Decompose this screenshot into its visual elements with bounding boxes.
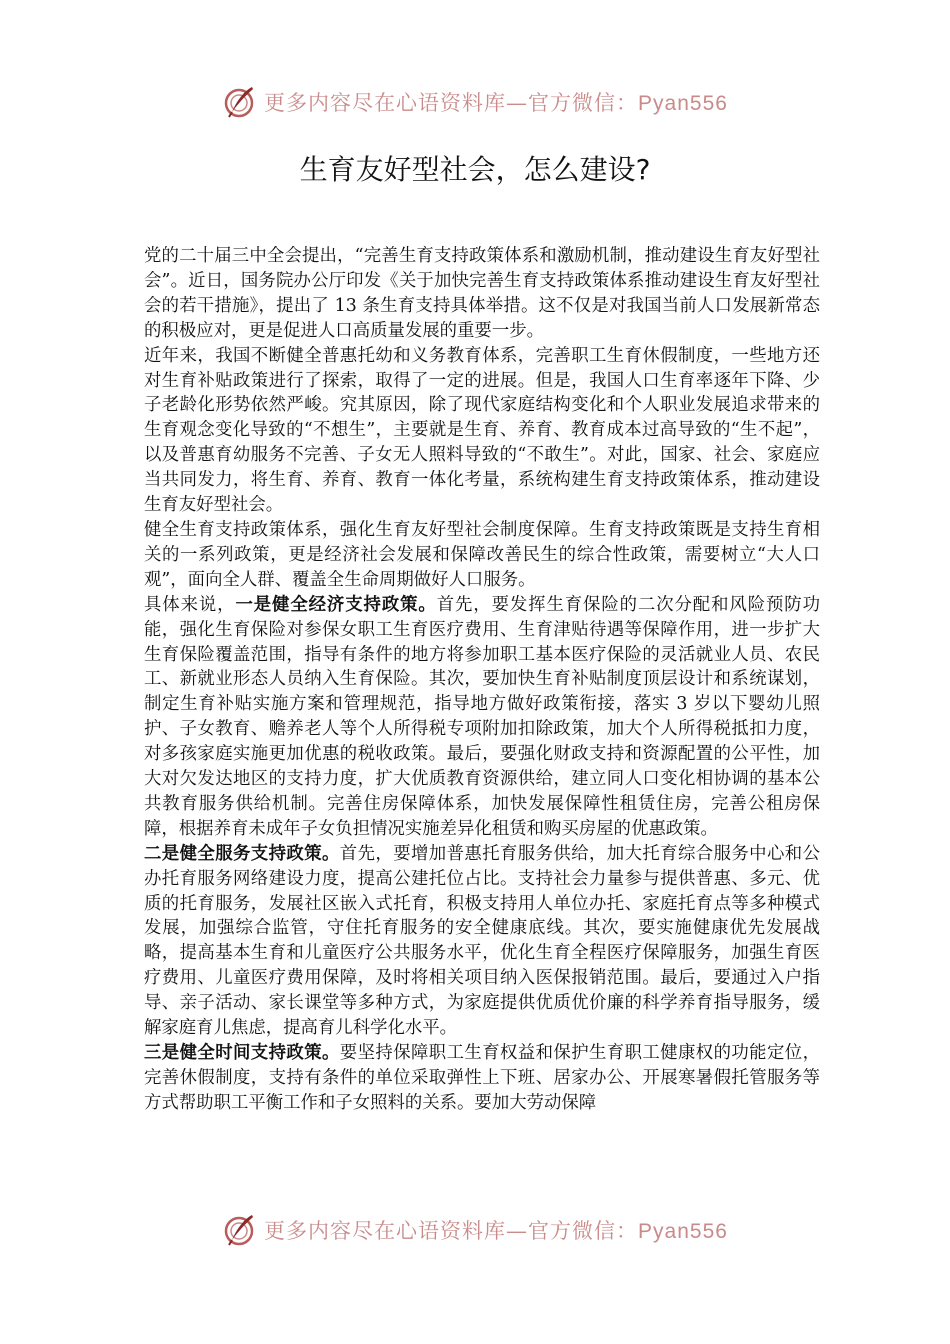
paragraph-6: 三是健全时间支持政策。要坚持保障职工生育权益和保护生育职工健康权的功能定位，完善休假制度，支持有条件的单位采取弹性上下班、居家办公、开展寒暑假托管服务等方式帮助职工平衡工作和子女照料的关系。要加大劳动保障 — [144, 1043, 820, 1113]
feather-pen-seal-icon — [222, 84, 258, 120]
economic-support-heading: 一是健全经济支持政策。 — [235, 594, 437, 615]
paragraph-1: 党的二十届三中全会提出，“完善生育支持政策体系和激励机制，推动建设生育友好型社会”。近日，国务院办公厅印发《关于加快完善生育支持政策体系推动建设生育友好型社会的若干措施》，提出了 13 条生育支持具体举措。这不仅是对我国当前人口发展新常态的积极应对，更是促进人口高质量发展的重要一步。 — [144, 246, 820, 341]
article-title: 生育友好型社会，怎么建设? — [299, 153, 651, 186]
paragraph-2: 近年来，我国不断健全普惠托幼和义务教育体系，完善职工生育休假制度，一些地方还对生育补贴政策进行了探索，取得了一定的进展。但是，我国人口生育率逐年下降、少子老龄化形势依然严峻。究其原因，除了现代家庭结构变化和个人职业发展追求带来的生育观念变化导致的“不想生”，主要就是生育、养育、教育成本过高导致的“生不起”，以及普惠育幼服务不完善、子女无人照料导致的“不敢生”。对此，国家、社会、家庭应当共同发力，将生育、养育、教育一体化考量，系统构建生育支持政策体系，推动建设生育友好型社会。 — [144, 345, 820, 516]
wechat-id: Pyan556 — [638, 92, 728, 115]
watermark-text: 更多内容尽在心语资料库—官方微信：Pyan556 — [264, 1219, 728, 1243]
wechat-id: Pyan556 — [638, 1220, 728, 1243]
paragraph-5: 二是健全服务支持政策。首先，要增加普惠托育服务供给，加大托育综合服务中心和公办托育服务网络建设力度，提高公建托位占比。支持社会力量参与提供普惠、多元、优质的托育服务，发展社区嵌入式托育，积极支持用人单位办托、家庭托育点等多种模式发展，加强综合监管，守住托育服务的安全健康底线。其次，要实施健康优先发展战略，提高基本生育和儿童医疗公共服务水平，优化生育全程医疗保障服务，加强生育医疗费用、儿童医疗费用保障，及时将相关项目纳入医保报销范围。最后，要通过入户指导、亲子活动、家长课堂等多种方式，为家庭提供优质优价廉的科学养育指导服务，缓解家庭育儿焦虑，提高育儿科学化水平。 — [144, 843, 820, 1039]
feather-pen-seal-icon — [222, 1212, 258, 1248]
service-support-heading: 二是健全服务支持政策。 — [144, 843, 340, 864]
article-body — [144, 244, 820, 1116]
footer-watermark-banner — [0, 1208, 950, 1252]
paragraph-3: 健全生育支持政策体系，强化生育友好型社会制度保障。生育支持政策既是支持生育相关的一系列政策，更是经济社会发展和保障改善民生的综合性政策，需要树立“大人口观”，面向全人群、覆盖全生命周期做好人口服务。 — [144, 519, 820, 590]
header-watermark-banner — [0, 80, 950, 124]
paragraph-4: 具体来说，一是健全经济支持政策。首先，要发挥生育保险的二次分配和风险预防功能，强化生育保险对参保女职工生育医疗费用、生育津贴待遇等保障作用，进一步扩大生育保险覆盖范围，指导有条件的地方将参加职工基本医疗保险的灵活就业人员、农民工、新就业形态人员纳入生育保险。其次，要加快生育补贴制度顶层设计和系统谋划，制定生育补贴实施方案和管理规范，指导地方做好政策衔接，落实 3 岁以下婴幼儿照护、子女教育、赡养老人等个人所得税专项附加扣除政策，加大个人所得税抵扣力度，对多孩家庭实施更加优惠的税收政策。最后，要强化财政支持和资源配置的公平性，加大对欠发达地区的支持力度，扩大优质教育资源供给，建立同人口变化相协调的基本公共教育服务供给机制。完善住房保障体系，加快发展保障性租赁住房，完善公租房保障，根据养育未成年子女负担情况实施差异化租赁和购买房屋的优惠政策。 — [144, 594, 820, 839]
watermark-text: 更多内容尽在心语资料库—官方微信：Pyan556 — [264, 91, 728, 115]
time-support-heading: 三是健全时间支持政策。 — [144, 1043, 340, 1063]
